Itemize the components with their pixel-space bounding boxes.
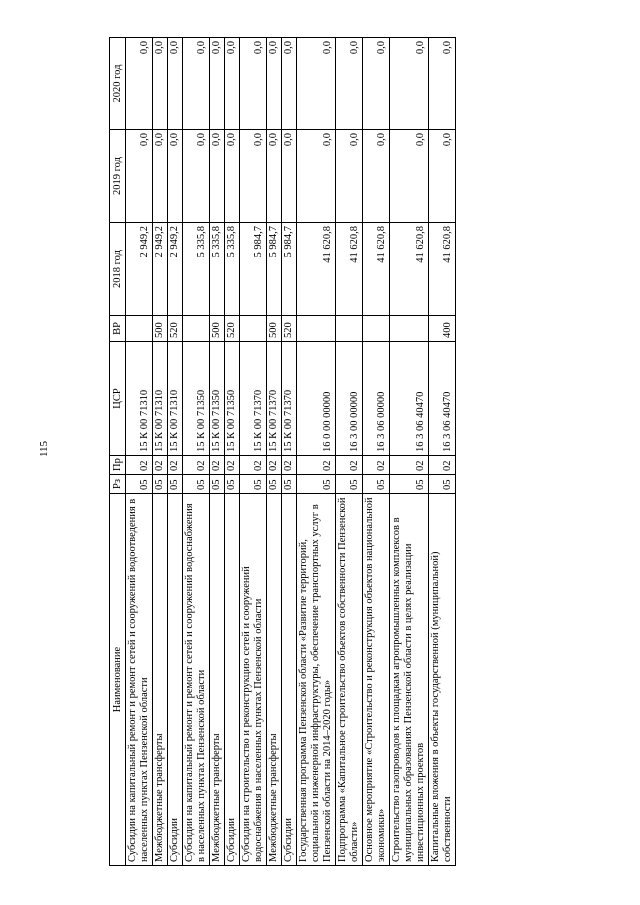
cell-csr: 15 К 00 71310	[153, 342, 168, 456]
table-row	[240, 38, 267, 866]
cell-pr: 02	[363, 456, 390, 475]
cell-name: Капитальные вложения в объекты государственной (муниципальной) собственности	[429, 494, 456, 866]
table-row	[153, 38, 168, 866]
cell-csr: 16 0 00 00000	[297, 342, 336, 456]
cell-2019: 0,0	[267, 130, 282, 223]
table-header-row	[110, 38, 126, 866]
cell-vr: 520	[225, 316, 240, 342]
cell-pr: 02	[240, 456, 267, 475]
cell-name: Субсидии	[225, 494, 240, 866]
cell-rz: 05	[297, 475, 336, 494]
cell-rz: 05	[429, 475, 456, 494]
cell-vr	[126, 316, 153, 342]
cell-rz: 05	[282, 475, 297, 494]
cell-2018: 5 984,7	[267, 223, 282, 316]
cell-name: Субсидии	[282, 494, 297, 866]
cell-pr: 02	[429, 456, 456, 475]
cell-vr: 400	[429, 316, 456, 342]
cell-2019: 0,0	[153, 130, 168, 223]
table-row	[429, 38, 456, 866]
cell-name: Субсидии на капитальный ремонт и ремонт сетей и сооружений водоснабжения в населенных пунктах Пензенской области	[183, 494, 210, 866]
table-row	[390, 38, 429, 866]
cell-name: Строительство газопроводов к площадкам агропромышленных комплексов в муниципальных образованиях Пензенской области в целях реализации инвестиционных проектов	[390, 494, 429, 866]
cell-name: Межбюджетные трансферты	[210, 494, 225, 866]
cell-2019: 0,0	[240, 130, 267, 223]
cell-2018: 5 335,8	[183, 223, 210, 316]
cell-rz: 05	[126, 475, 153, 494]
header-2019: 2019 год	[110, 130, 126, 223]
cell-2020: 0,0	[363, 38, 390, 130]
table-row	[336, 38, 363, 866]
cell-rz: 05	[336, 475, 363, 494]
cell-vr	[297, 316, 336, 342]
cell-2018: 2 949,2	[168, 223, 183, 316]
cell-csr: 16 3 06 40470	[429, 342, 456, 456]
cell-csr: 15 К 00 71310	[126, 342, 153, 456]
cell-pr: 02	[282, 456, 297, 475]
cell-2018: 41 620,8	[429, 223, 456, 316]
table-row	[225, 38, 240, 866]
header-2020: 2020 год	[110, 38, 126, 130]
table-row	[267, 38, 282, 866]
cell-rz: 05	[225, 475, 240, 494]
cell-pr: 02	[183, 456, 210, 475]
cell-2020: 0,0	[297, 38, 336, 130]
cell-2020: 0,0	[225, 38, 240, 130]
cell-2019: 0,0	[429, 130, 456, 223]
cell-2019: 0,0	[282, 130, 297, 223]
cell-2019: 0,0	[183, 130, 210, 223]
budget-table	[109, 37, 456, 866]
cell-vr	[183, 316, 210, 342]
cell-rz: 05	[363, 475, 390, 494]
cell-csr: 15 К 00 71350	[225, 342, 240, 456]
cell-2019: 0,0	[297, 130, 336, 223]
cell-rz: 05	[153, 475, 168, 494]
cell-name: Государственная программа Пензенской области «Развитие территорий, социальной и инженерной инфраструктуры, обеспечение транспортных услуг в Пензенской области на 2014–2020 годы»	[297, 494, 336, 866]
table-row	[168, 38, 183, 866]
cell-pr: 02	[225, 456, 240, 475]
cell-name: Субсидии на капитальный ремонт и ремонт сетей и сооружений водоотведения в населенных пунктах Пензенской области	[126, 494, 153, 866]
cell-2020: 0,0	[240, 38, 267, 130]
cell-rz: 05	[267, 475, 282, 494]
cell-rz: 05	[210, 475, 225, 494]
cell-csr: 15 К 00 71350	[210, 342, 225, 456]
table-row	[363, 38, 390, 866]
cell-pr: 02	[153, 456, 168, 475]
cell-rz: 05	[240, 475, 267, 494]
page-number: 115	[38, 440, 50, 458]
cell-2020: 0,0	[282, 38, 297, 130]
cell-rz: 05	[168, 475, 183, 494]
cell-2018: 5 335,8	[225, 223, 240, 316]
cell-vr	[240, 316, 267, 342]
cell-2020: 0,0	[126, 38, 153, 130]
cell-2018: 5 335,8	[210, 223, 225, 316]
cell-2019: 0,0	[363, 130, 390, 223]
cell-csr: 15 К 00 71310	[168, 342, 183, 456]
cell-2019: 0,0	[336, 130, 363, 223]
cell-2020: 0,0	[210, 38, 225, 130]
cell-name: Межбюджетные трансферты	[267, 494, 282, 866]
cell-csr: 15 К 00 71370	[267, 342, 282, 456]
cell-vr: 520	[282, 316, 297, 342]
cell-2018: 5 984,7	[240, 223, 267, 316]
cell-vr	[336, 316, 363, 342]
cell-pr: 02	[390, 456, 429, 475]
table-row	[210, 38, 225, 866]
cell-rz: 05	[390, 475, 429, 494]
header-2018: 2018 год	[110, 223, 126, 316]
cell-pr: 02	[336, 456, 363, 475]
cell-2020: 0,0	[183, 38, 210, 130]
cell-vr: 500	[210, 316, 225, 342]
cell-csr: 15 К 00 71370	[282, 342, 297, 456]
cell-2020: 0,0	[153, 38, 168, 130]
cell-2019: 0,0	[210, 130, 225, 223]
cell-name: Подпрограмма «Капитальное строительство объектов собственности Пензенской области»	[336, 494, 363, 866]
table-row	[282, 38, 297, 866]
cell-vr	[363, 316, 390, 342]
table-body	[126, 38, 456, 866]
cell-2019: 0,0	[225, 130, 240, 223]
cell-2019: 0,0	[168, 130, 183, 223]
cell-2020: 0,0	[267, 38, 282, 130]
cell-csr: 16 3 00 00000	[336, 342, 363, 456]
cell-name: Основное мероприятие «Строительство и реконструкция объектов национальной экономики»	[363, 494, 390, 866]
cell-vr: 500	[267, 316, 282, 342]
cell-2018: 5 984,7	[282, 223, 297, 316]
cell-2020: 0,0	[429, 38, 456, 130]
cell-csr: 15 К 00 71370	[240, 342, 267, 456]
cell-vr: 500	[153, 316, 168, 342]
cell-vr: 520	[168, 316, 183, 342]
table-row	[183, 38, 210, 866]
cell-2018: 41 620,8	[336, 223, 363, 316]
cell-pr: 02	[126, 456, 153, 475]
header-pr: Пр	[110, 456, 126, 475]
cell-2020: 0,0	[390, 38, 429, 130]
cell-csr: 15 К 00 71350	[183, 342, 210, 456]
cell-2018: 41 620,8	[363, 223, 390, 316]
cell-pr: 02	[210, 456, 225, 475]
cell-vr	[390, 316, 429, 342]
cell-2020: 0,0	[336, 38, 363, 130]
cell-2018: 2 949,2	[153, 223, 168, 316]
header-csr: ЦСР	[110, 342, 126, 456]
cell-name: Субсидии на строительство и реконструкцию сетей и сооружений водоснабжения в населенных пунктах Пензенской области	[240, 494, 267, 866]
cell-name: Межбюджетные трансферты	[153, 494, 168, 866]
cell-csr: 16 3 06 00000	[363, 342, 390, 456]
cell-2018: 41 620,8	[297, 223, 336, 316]
cell-2018: 2 949,2	[126, 223, 153, 316]
cell-name: Субсидии	[168, 494, 183, 866]
table-row	[126, 38, 153, 866]
header-name: Наименование	[110, 494, 126, 866]
table-row	[297, 38, 336, 866]
cell-pr: 02	[297, 456, 336, 475]
header-vr: ВР	[110, 316, 126, 342]
cell-csr: 16 3 06 40470	[390, 342, 429, 456]
cell-2018: 41 620,8	[390, 223, 429, 316]
rotated-table-container	[109, 38, 529, 866]
header-rz: Рз	[110, 475, 126, 494]
cell-2019: 0,0	[390, 130, 429, 223]
cell-pr: 02	[267, 456, 282, 475]
cell-rz: 05	[183, 475, 210, 494]
cell-2019: 0,0	[126, 130, 153, 223]
cell-pr: 02	[168, 456, 183, 475]
cell-2020: 0,0	[168, 38, 183, 130]
